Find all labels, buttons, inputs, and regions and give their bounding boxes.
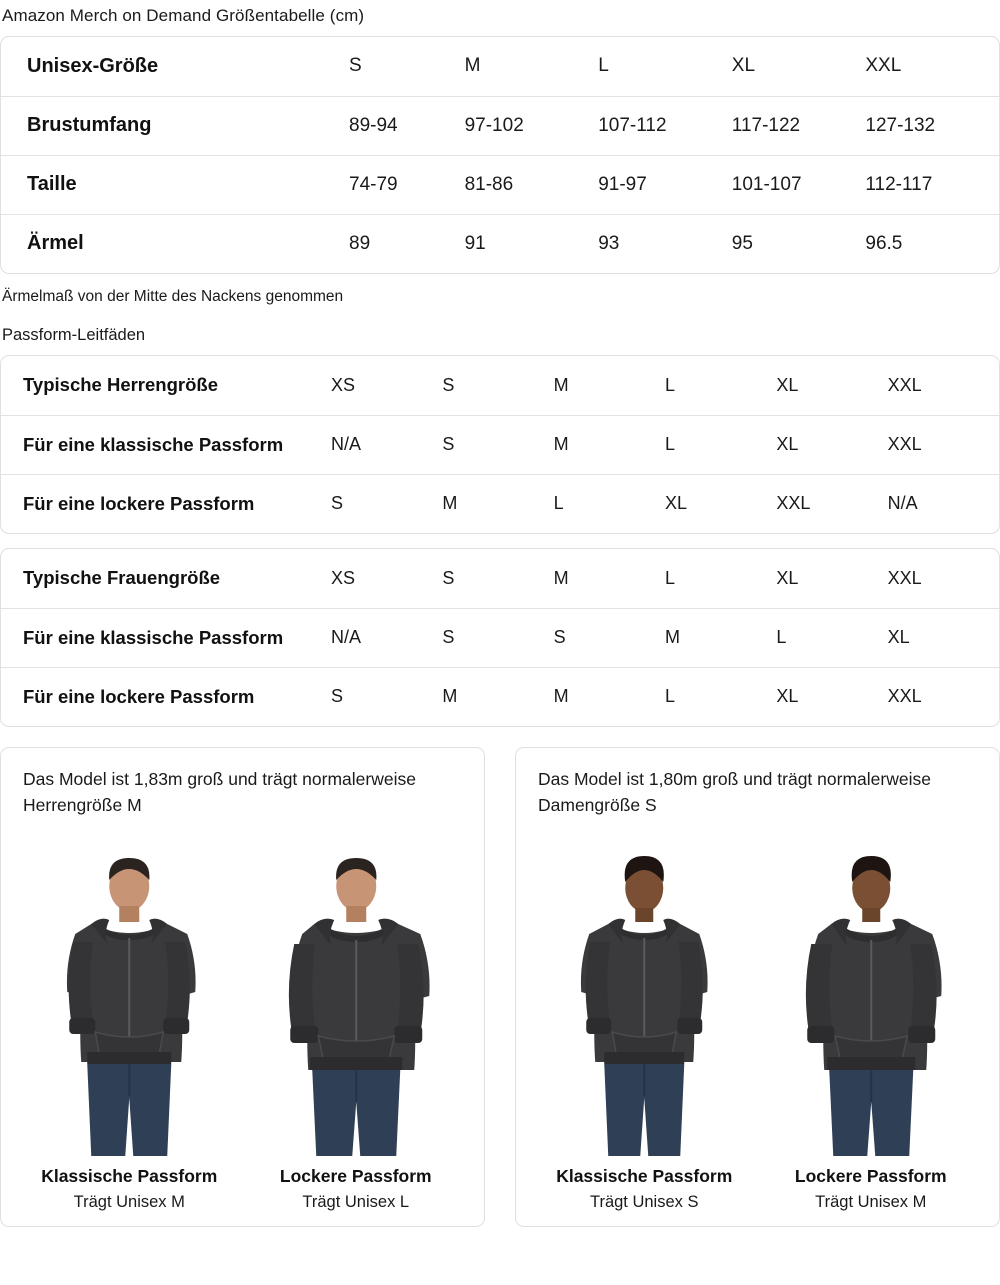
row-label: Für eine klassische Passform <box>1 608 331 667</box>
cell: N/A <box>331 415 442 474</box>
cell: 91 <box>464 232 486 254</box>
table-row <box>1 549 999 608</box>
mens-fit-table <box>1 356 999 533</box>
female-model-classic-illustration <box>538 856 751 1156</box>
figure-caption: Lockere Passform <box>279 1166 432 1186</box>
cell: M <box>554 549 665 608</box>
figure-subcaption: Trägt Unisex S <box>589 1193 699 1211</box>
cell: L <box>665 356 776 415</box>
male-model-classic-illustration <box>23 856 236 1156</box>
male-relaxed-fit-figure <box>250 825 463 1213</box>
cell: XL <box>664 493 688 514</box>
cell: L <box>664 686 675 707</box>
row-label: Für eine lockere Passform <box>23 492 255 514</box>
cell: 81-86 <box>465 155 599 214</box>
male-model-relaxed-illustration <box>250 856 463 1156</box>
row-label: Ärmel <box>27 232 84 255</box>
cell: 93 <box>598 232 620 254</box>
female-model-description: Das Model ist 1,80m groß und trägt normalerweise Damengröße S <box>538 769 931 816</box>
table-row <box>1 474 999 533</box>
womens-fit-table-card <box>0 548 1000 727</box>
male-classic-fit-figure <box>23 825 236 1213</box>
row-label: Taille <box>1 155 331 214</box>
female-model-relaxed-illustration <box>765 856 978 1156</box>
cell: 117-122 <box>732 96 866 155</box>
figure-caption: Klassische Passform <box>41 1166 218 1186</box>
cell: M <box>553 686 569 707</box>
cell: XS <box>331 549 442 608</box>
cell: M <box>442 686 458 707</box>
cell: M <box>665 608 776 667</box>
cell: S <box>442 549 553 608</box>
cell: XL <box>776 356 887 415</box>
table-row <box>1 608 999 667</box>
row-label: Unisex-Größe <box>1 37 331 96</box>
cell: N/A <box>887 493 918 514</box>
measurement-note: Ärmelmaß von der Mitte des Nackens genommen <box>2 288 344 305</box>
cell: L <box>665 415 776 474</box>
row-label: Für eine lockere Passform <box>23 685 255 707</box>
cell: S <box>442 608 553 667</box>
table-row <box>1 37 999 96</box>
cell: L <box>598 37 732 96</box>
female-relaxed-fit-figure <box>765 825 978 1213</box>
cell: 74-79 <box>331 155 465 214</box>
female-classic-fit-figure <box>538 825 751 1213</box>
cell: N/A <box>331 608 442 667</box>
table-row <box>1 214 999 273</box>
cell: XL <box>776 415 887 474</box>
figure-caption: Klassische Passform <box>556 1166 733 1186</box>
fit-guides-title: Passform-Leitfäden <box>2 326 146 344</box>
male-model-card <box>0 747 485 1227</box>
male-relaxed-fit-image <box>250 856 463 1156</box>
row-label: Typische Frauengröße <box>1 549 331 608</box>
cell: M <box>442 493 458 514</box>
cell: M <box>554 356 665 415</box>
table-divider-gap <box>0 534 1000 548</box>
cell: 95 <box>731 232 753 254</box>
cell: 127-132 <box>865 96 999 155</box>
male-classic-fit-image <box>23 856 236 1156</box>
cell: 97-102 <box>465 96 599 155</box>
cell: XXL <box>887 686 922 707</box>
male-model-description: Das Model ist 1,83m groß und trägt normalerweise Herrengröße M <box>23 769 416 816</box>
page-title: Amazon Merch on Demand Größentabelle (cm) <box>2 6 365 25</box>
table-row <box>1 155 999 214</box>
cell: 112-117 <box>865 155 999 214</box>
cell: S <box>331 493 344 514</box>
cell: L <box>665 549 776 608</box>
female-model-card <box>515 747 1000 1227</box>
cell: XXL <box>888 356 999 415</box>
cell: 96.5 <box>865 232 903 254</box>
cell: XL <box>776 686 799 707</box>
unisex-size-table-card <box>0 36 1000 274</box>
model-cards <box>0 747 1000 1227</box>
cell: M <box>554 415 665 474</box>
table-row <box>1 96 999 155</box>
row-label: Typische Herrengröße <box>1 356 331 415</box>
cell: XS <box>331 356 442 415</box>
cell: S <box>331 686 344 707</box>
cell: XXL <box>888 415 999 474</box>
cell: XXL <box>865 37 999 96</box>
table-row <box>1 415 999 474</box>
cell: 101-107 <box>732 155 866 214</box>
cell: 91-97 <box>598 155 732 214</box>
figure-caption: Lockere Passform <box>794 1166 947 1186</box>
cell: 89 <box>349 232 371 254</box>
female-relaxed-fit-image <box>765 856 978 1156</box>
cell: L <box>776 608 887 667</box>
figure-subcaption: Trägt Unisex L <box>302 1193 410 1211</box>
cell: 89-94 <box>331 96 465 155</box>
cell: S <box>331 37 465 96</box>
cell: XL <box>888 608 999 667</box>
cell: L <box>553 493 564 514</box>
table-row <box>1 356 999 415</box>
cell: S <box>442 356 553 415</box>
male-model-figures <box>23 825 462 1213</box>
row-label: Brustumfang <box>1 96 331 155</box>
cell: M <box>465 37 599 96</box>
mens-fit-table-card <box>0 355 1000 534</box>
cell: S <box>442 415 553 474</box>
cell: XL <box>732 37 866 96</box>
cell: XL <box>776 549 887 608</box>
cell: XXL <box>888 549 999 608</box>
cell: S <box>554 608 665 667</box>
female-model-figures <box>538 825 977 1213</box>
row-label: Für eine klassische Passform <box>1 415 331 474</box>
cell: XXL <box>776 493 811 514</box>
womens-fit-table <box>1 549 999 726</box>
unisex-size-table <box>1 37 999 273</box>
table-row <box>1 667 999 726</box>
female-classic-fit-image <box>538 856 751 1156</box>
figure-subcaption: Trägt Unisex M <box>815 1193 927 1211</box>
cell: 107-112 <box>598 96 732 155</box>
figure-subcaption: Trägt Unisex M <box>73 1193 185 1211</box>
